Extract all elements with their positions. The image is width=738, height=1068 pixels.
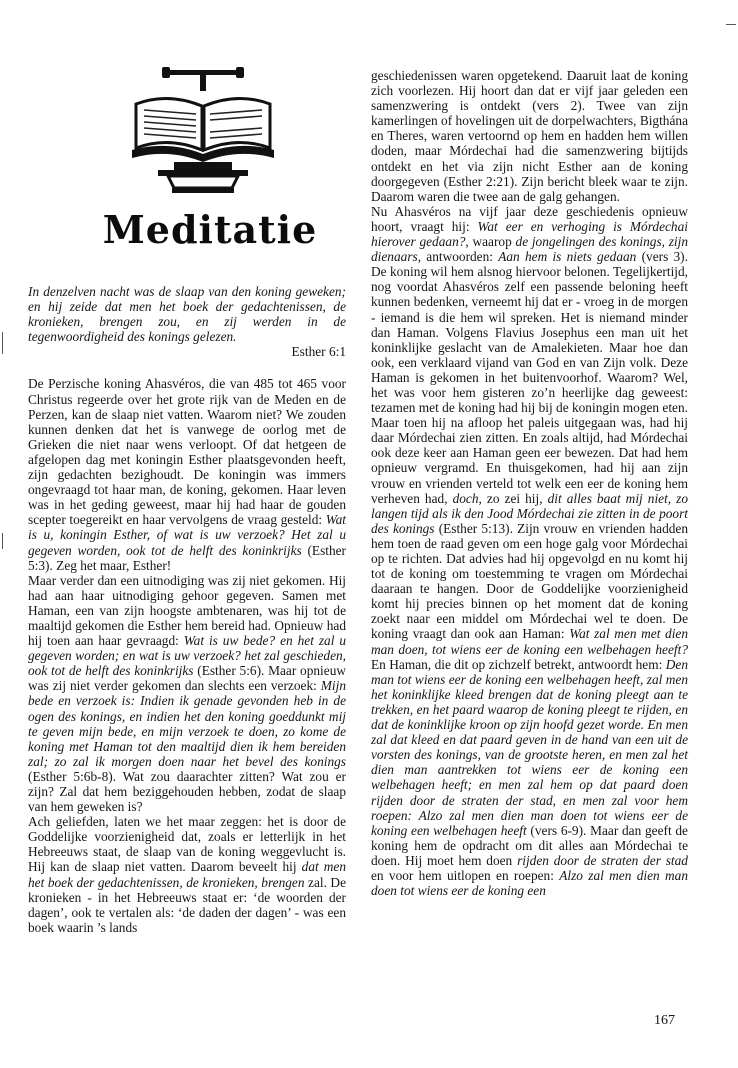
epigraph: In denzelven nacht was de slaap van den koning geweken; en hij zeide dat men het boek der gedachtenissen, de kronieken, brengen zou, en zij werden in de tegenwoordigheid des konings gelezen. bbox=[28, 284, 346, 345]
paragraph: Ach geliefden, laten we het maar zeggen: het is door de Goddelijke voorzienigheid dat, zoals er letterlijk in het Hebreeuws staat, de slaap van de koning weggevlucht is. Hij kan de slaap niet vatten. Daarom beveelt hij dat men het boek der gedachtenissen, de kronieken, brengen zal. De kronieken - in het Hebreeuws staat er: ‘de woorden der dagen’, ook te vertalen als: ‘de daden der dagen’ - was een boek waarin ’s lands bbox=[28, 814, 347, 935]
page-title: Meditatie bbox=[102, 207, 318, 252]
scan-mark bbox=[2, 332, 3, 354]
scan-mark bbox=[2, 533, 3, 549]
paragraph: geschiedenissen waren opgetekend. Daaruit laat de koning zich voorlezen. Hij hoort dan dat er vijf jaar geleden een samenzwering is ontdekt (vers 2). Twee van zijn kamerlingen of hovelingen uit de dorpelwachters, Bigthána en Theres, waren vertoornd op hem en hadden hem willen doden, maar Mórdechai had die samenzwering bijtijds ontdekt en het via zijn nicht Esther aan de koning doorgegeven (Esther 2:21). Zijn bericht bleek waar te zijn. Daarom waren die twee aan de galg gehangen. bbox=[371, 68, 688, 204]
paragraph: De Perzische koning Ahasvéros, die van 485 tot 465 voor Christus regeerde over het grote rijk van de Meden en de Perzen, kan de slaap niet vatten. Waarom niet? We zouden kunnen denken dat het is vanwege de oorlog met de Grieken die niet naar wens verloopt. Of dat hetgeen de afgelopen dag met koningin Esther plaatsgevonden heeft, zijn gedachten bezighoudt. De koningin was immers ongevraagd tot haar man, de koning, gekomen. Haar leven was in het geding geweest, maar hij had haar de gouden scepter toegereikt en haar vervolgens de vraag gesteld: Wat is u, koningin Esther, of wat is uw verzoek? Het zal u gegeven worden, ook tot de helft des koninkrijks (Esther 5:3). Zeg het maar, Esther! bbox=[28, 376, 347, 573]
open-book-icon bbox=[128, 62, 278, 197]
page-number: 167 bbox=[654, 1013, 675, 1028]
paragraph: Maar verder dan een uitnodiging was zij niet gekomen. Hij had aan haar uitnodiging gehoor gegeven. Samen met Haman, een van zijn hoogste ambtenaren, was hij tot de maaltijd gekomen die Esther hem bereid had. Opnieuw had hij toen aan haar gevraagd: Wat is uw bede? en het zal u gegeven worden; en wat is uw verzoek? het zal geschieden, ook tot de helft des koninkrijks (Esther 5:6). Maar opnieuw was zij niet verder gekomen dan slechts een verzoek: Mijn bede en verzoek is: Indien ik genade gevonden heb in de ogen des konings, en indien het den koning goeddunkt mij te geven mijn bede, en mijn verzoek te doen, zo kome de koning met Haman tot den maaltijd dien ik hem bereiden zal; zo zal ik morgen doen naar het bevel des konings (Esther 5:6b-8). Wat zou daarachter zitten? Wat zou er zijn? Zal dat hem beziggehouden hebben, zodat de slaap van hem geweken is? bbox=[28, 572, 346, 815]
left-column bbox=[28, 284, 346, 935]
paragraph: Nu Ahasvéros na vijf jaar deze geschiedenis opnieuw hoort, vraagt hij: Wat eer en verhoging is Mórdechai hierover gedaan?, waarop de jongelingen des konings, zijn dienaars, antwoorden: Aan hem is niets gedaan (vers 3). De koning wil hem alsnog hiervoor belonen. Tegelijkertijd, nog voordat Ahasvéros zelf een passende beloning heeft kunnen bedenken, verneemt hij dat er - vroeg in de morgen - iemand is die hem wil spreken. Het is niemand minder dan Haman. Volgens Flavius Josephus een man uit het koninklijke geslacht van de Amalekieten. Maar hoe dan ook, een verklaard vijand van God en van Zijn volk. Deze Haman is gekomen in het buitenvoorhof. Waarom? Wel, het was voor hem gisteren zo’n heerlijke dag geweest: tezamen met de koning had hij bij de koningin mogen eten. Maar toen hij na afloop het paleis uitgegaan was, had hij daar Mórdechai zien zitten. En zoals altijd, had Mórdechai ook deze keer aan Haman geen eer bewezen. Dat had hem opnieuw vergramd. En thuisgekomen, had hij aan zijn vrouw en vrienden verteld tot welk een eer de koning hem verheven had, doch, zo zei hij, dit alles baat mij niet, zo langen tijd als ik den Jood Mórdechai zie zitten in de poort des konings (Esther 5:13). Zijn vrouw en vrienden hadden hem toen de raad geven om een hoge galg voor Mórdechai op te richten. Dat advies had hij opgevolgd en nu komt hij tot de koning om toestemming te vragen om Mórdechai daaraan te hangen. Door de Goddelijke voorzienigheid komt hij precies binnen op het moment dat de koning zoekt naar een middel om Mórdechai wel te doen. De koning vraagt dan ook aan Haman: Wat zal men met dien man doen, tot wiens eer de koning een welbehagen heeft? En Haman, die dit op zichzelf betrekt, antwoordt hem: Den man tot wiens eer de koning een welbehagen heeft, zal men het koninklijke kleed brengen dat de koning pleegt aan te trekken, en het paard waarop de koning pleegt te rijden, en dat de koninklijke kroon op zijn hoofd gezet worde. En men zal dat kleed en dat paard geven in de hand van een uit de vorsten des konings, van de grootste heren, en men zal het dien man aantrekken tot wiens eer de koning een welbehagen heeft; en men zal hem op dat paard doen rijden door de straten der stad, en men zal voor hem roepen: Alzo zal men dien man doen tot wiens eer de koning een welbehagen heeft (vers 6-9). Maar dan geeft de koning hem de opdracht om dit alles aan Mórdechai te doen. Hij moet hem doen rijden door de straten der stad en voor hem uitlopen en roepen: Alzo zal men dien man doen tot wiens eer de koning een bbox=[371, 203, 689, 899]
scan-mark bbox=[726, 24, 736, 25]
right-column bbox=[371, 68, 688, 898]
epigraph-reference: Esther 6:1 bbox=[291, 344, 346, 360]
